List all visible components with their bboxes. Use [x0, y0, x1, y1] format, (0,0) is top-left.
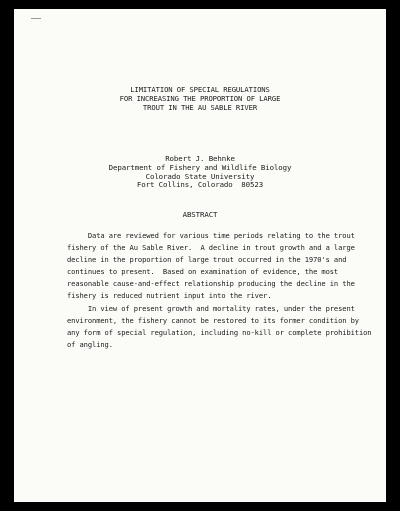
document-page — [14, 9, 386, 502]
abstract-line: In view of present growth and mortality rates, under the present — [67, 303, 355, 313]
author-location: Fort Collins, Colorado 80523 — [136, 180, 264, 190]
abstract-line: Data are reviewed for various time periods relating to the trout — [67, 231, 355, 240]
abstract-line: fishery is reduced nutrient input into the river. — [67, 291, 272, 301]
abstract-heading: ABSTRACT — [182, 210, 218, 219]
author-block — [14, 155, 386, 190]
abstract-line: fishery of the Au Sable River. A decline in trout growth and a large — [67, 243, 355, 253]
author-department: Department of Fishery and Wildlife Biology — [108, 162, 292, 172]
title-line: FOR INCREASING THE PROPORTION OF LARGE — [119, 94, 281, 103]
author-university: Colorado State University — [145, 171, 255, 181]
title-line: LIMITATION OF SPECIAL REGULATIONS — [130, 85, 270, 94]
abstract-line: reasonable cause-and-effect relationship producing the decline in the — [67, 279, 355, 289]
abstract-line: continues to present. Based on examination of evidence, the most — [67, 267, 339, 277]
document-title — [14, 85, 386, 112]
author-name: Robert J. Behnke — [165, 154, 235, 163]
title-line: TROUT IN THE AU SABLE RIVER — [142, 103, 258, 112]
abstract-line: of angling. — [67, 339, 113, 349]
abstract-body — [67, 230, 372, 351]
margin-mark — [31, 18, 41, 19]
abstract-line: decline in the proportion of large trout occurred in the 1970's and — [67, 255, 347, 265]
abstract-line: environment, the fishery cannot be restored to its former condition by — [67, 315, 359, 325]
abstract-line: any form of special regulation, including no-kill or complete prohibition — [67, 327, 372, 337]
